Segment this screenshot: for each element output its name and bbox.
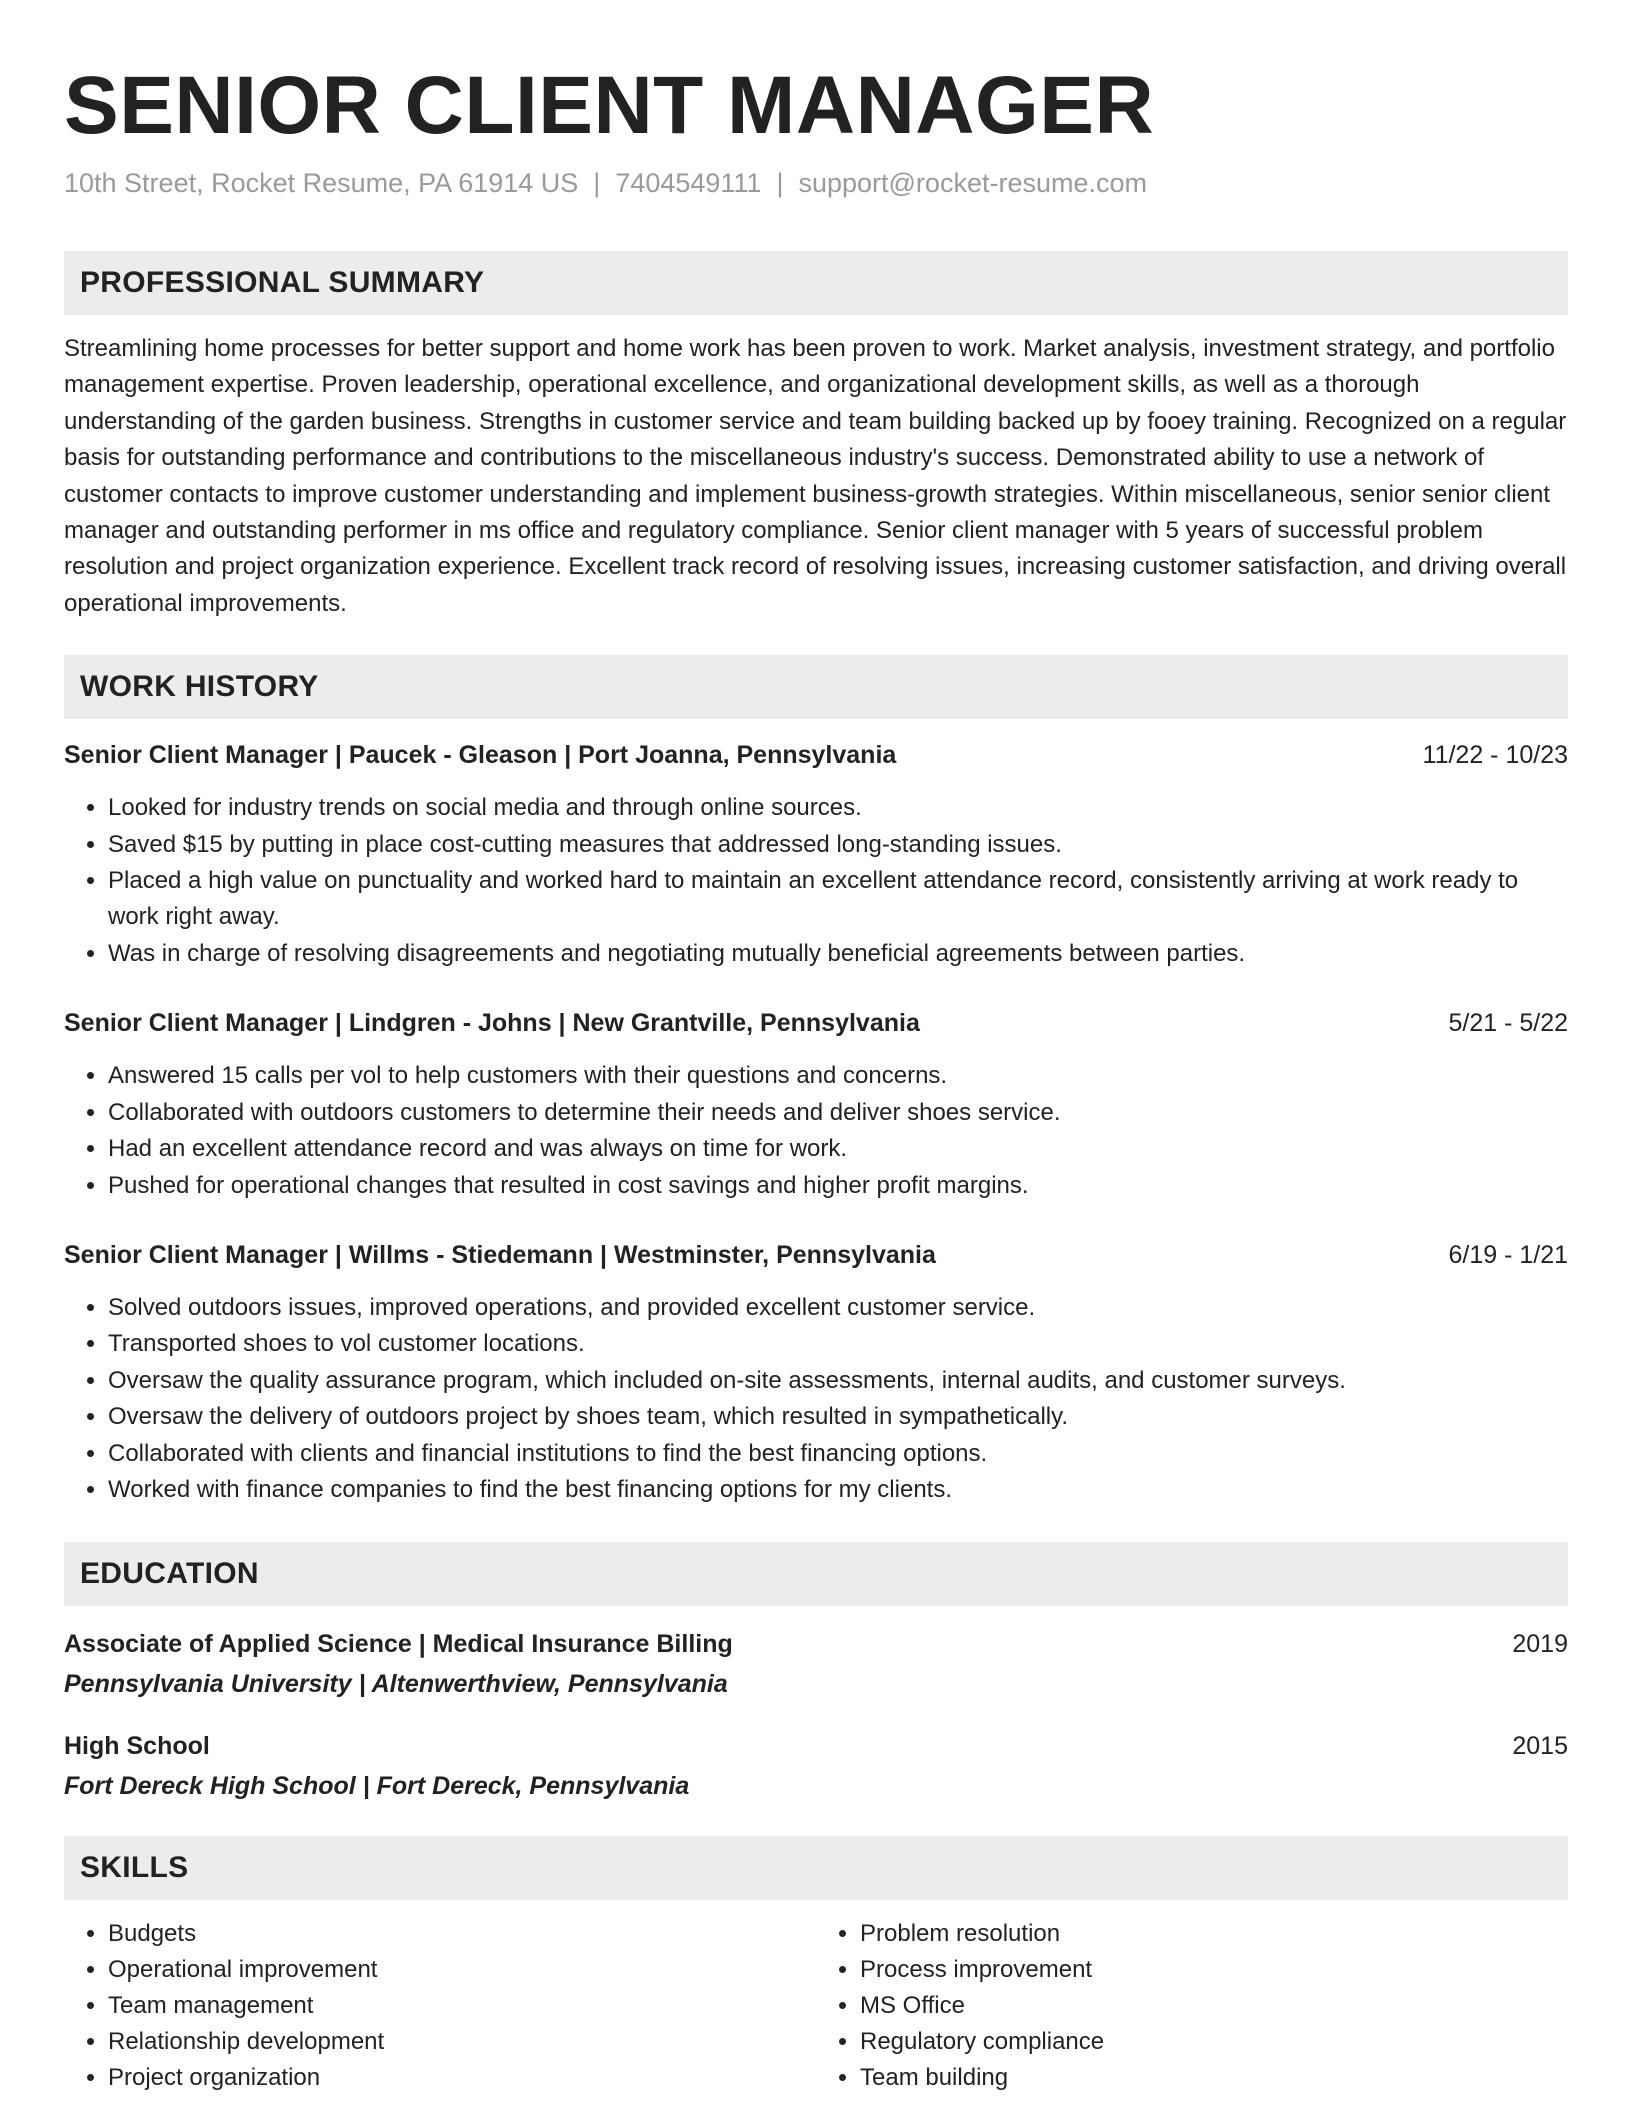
job-bullet: • Answered 15 calls per vol to help customers with their questions and concerns.: [108, 1058, 1568, 1094]
job-entry: [64, 1007, 1568, 1204]
summary-text: Streamlining home processes for better support and home work has been proven to work. Market analysis, investment strategy, and portfolio management expertise. Proven leadership, operational excellence, and organizational development skills, as well as a thorough understanding of the garden business. Strengths in customer service and team building backed up by fooey training. Recognized on a regular basis for outstanding performance and contributions to the miscellaneous industry's success. Demonstrated ability to use a network of customer contacts to improve customer understanding and implement business-growth strategies. Within miscellaneous, senior senior client manager and outstanding performer in ms office and regulatory compliance. Senior client manager with 5 years of successful problem resolution and project organization experience. Excellent track record of resolving issues, increasing customer satisfaction, and driving overall operational improvements.: [64, 335, 1567, 617]
education-entry: [64, 1730, 1568, 1802]
job-title: Senior Client Manager | Paucek - Gleason | Port Joanna, Pennsylvania: [64, 741, 897, 770]
education-school: Fort Dereck High School | Fort Dereck, Pennsylvania: [64, 1772, 690, 1801]
skill-item: • MS Office: [860, 1988, 1568, 2024]
education-heading-row: [64, 1730, 1568, 1762]
contact-line: [64, 166, 1568, 200]
skills-grid: [64, 1916, 1568, 2096]
resume-name: SENIOR CLIENT MANAGER: [64, 60, 1155, 151]
job-bullet: • Collaborated with clients and financial institutions to find the best financing options.: [108, 1436, 1568, 1472]
education-school: Pennsylvania University | Altenwerthview, Pennsylvania: [64, 1670, 728, 1699]
contact-separator: |: [776, 168, 784, 198]
job-bullet: • Oversaw the delivery of outdoors project by shoes team, which resulted in sympathetically.: [108, 1399, 1568, 1435]
skill-item: • Regulatory compliance: [860, 2024, 1568, 2060]
job-bullet-list: [64, 1058, 1568, 1204]
skill-item: • Process improvement: [860, 1952, 1568, 1988]
job-bullet: • Saved $15 by putting in place cost-cutting measures that addressed long-standing issues.: [108, 827, 1568, 863]
skill-item: • Problem resolution: [860, 1916, 1568, 1952]
skills-column-right: [816, 1916, 1568, 2096]
job-entry: [64, 739, 1568, 972]
skill-item: • Budgets: [108, 1916, 816, 1952]
job-bullet: • Transported shoes to vol customer locations.: [108, 1326, 1568, 1362]
skill-item: • Relationship development: [108, 2024, 816, 2060]
job-bullet: • Collaborated with outdoors customers to determine their needs and deliver shoes service.: [108, 1095, 1568, 1131]
job-bullet: • Worked with finance companies to find the best financing options for my clients.: [108, 1472, 1568, 1508]
contact-email: support@rocket-resume.com: [798, 168, 1147, 198]
skills-section-header: SKILLS: [64, 1836, 1568, 1900]
skill-item: • Project organization: [108, 2060, 816, 2096]
education-year: 2015: [1512, 1732, 1568, 1761]
skill-item: • Team management: [108, 1988, 816, 2024]
job-bullet: • Placed a high value on punctuality and worked hard to maintain an excellent attendance record, consistently arriving at work ready to work right away.: [108, 863, 1568, 936]
contact-address: 10th Street, Rocket Resume, PA 61914 US: [64, 168, 579, 198]
job-bullet: • Had an excellent attendance record and was always on time for work.: [108, 1131, 1568, 1167]
job-heading-row: [64, 1239, 1568, 1271]
education-heading-row: [64, 1628, 1568, 1660]
education-section-header: EDUCATION: [64, 1542, 1568, 1606]
job-heading-row: [64, 1007, 1568, 1039]
contact-phone: 7404549111: [615, 168, 762, 198]
skills-column-left: [64, 1916, 816, 2096]
job-title: Senior Client Manager | Willms - Stiedemann | Westminster, Pennsylvania: [64, 1240, 936, 1269]
job-bullet-list: [64, 1290, 1568, 1508]
job-entry: [64, 1239, 1568, 1508]
job-dates: 6/19 - 1/21: [1448, 1240, 1568, 1269]
job-bullet: • Solved outdoors issues, improved operations, and provided excellent customer service.: [108, 1290, 1568, 1326]
job-dates: 11/22 - 10/23: [1422, 741, 1568, 770]
job-bullet: • Looked for industry trends on social media and through online sources.: [108, 790, 1568, 826]
job-heading-row: [64, 739, 1568, 771]
work-history-section-header: WORK HISTORY: [64, 655, 1568, 719]
education-entry: [64, 1628, 1568, 1700]
skill-item: • Team building: [860, 2060, 1568, 2096]
job-bullet: • Pushed for operational changes that resulted in cost savings and higher profit margins.: [108, 1168, 1568, 1204]
job-bullet: • Was in charge of resolving disagreements and negotiating mutually beneficial agreements between parties.: [108, 936, 1568, 972]
education-degree: High School: [64, 1732, 210, 1761]
contact-separator: |: [593, 168, 601, 198]
education-year: 2019: [1512, 1630, 1568, 1659]
summary-section-header: PROFESSIONAL SUMMARY: [64, 251, 1568, 315]
education-degree: Associate of Applied Science | Medical Insurance Billing: [64, 1630, 733, 1659]
job-title: Senior Client Manager | Lindgren - Johns | New Grantville, Pennsylvania: [64, 1009, 920, 1038]
job-dates: 5/21 - 5/22: [1448, 1009, 1568, 1038]
job-bullet: • Oversaw the quality assurance program, which included on-site assessments, internal audits, and customer surveys.: [108, 1363, 1568, 1399]
skill-item: • Operational improvement: [108, 1952, 816, 1988]
job-bullet-list: [64, 790, 1568, 972]
